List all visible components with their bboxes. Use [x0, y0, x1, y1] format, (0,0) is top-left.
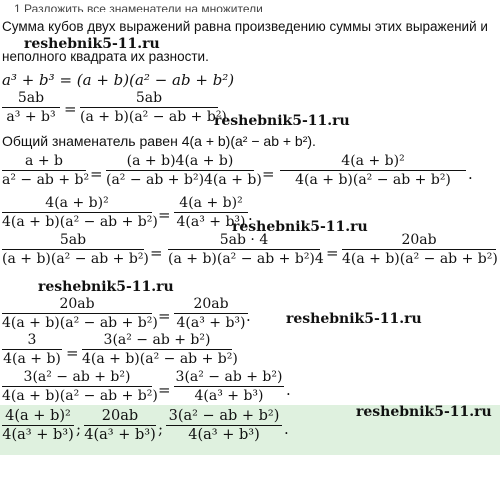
- f3-denominator-left: 4(a + b)(a² − ab + b²): [2, 214, 158, 230]
- watermark: reshebnik5-11.ru: [286, 311, 422, 327]
- f1-numerator-left: 5ab: [17, 90, 45, 106]
- f1-frac-right: [80, 90, 227, 125]
- f1-denominator-left: a³ + b³: [6, 109, 56, 125]
- f4-numerator-1: 5ab: [59, 232, 87, 248]
- f5-period: .: [246, 307, 251, 325]
- f7-equals: =: [158, 381, 171, 399]
- f2-equals-1: =: [90, 165, 103, 183]
- f8-separator-1: ;: [76, 420, 82, 438]
- f7-denominator-left: 4(a + b)(a² − ab + b²): [2, 388, 158, 404]
- f2-denominator-1: a² − ab + b²: [2, 172, 90, 188]
- f4-equals-1: =: [150, 244, 163, 262]
- intro-text-line2: неполного квадрата их разности.: [2, 49, 209, 64]
- f5-frac-right: [174, 296, 248, 331]
- f1-equals: =: [64, 100, 77, 118]
- f4-frac-1: [2, 232, 149, 267]
- f3-equals: =: [158, 206, 171, 224]
- f1-frac-left: [2, 90, 60, 125]
- f7-denominator-right: 4(a³ + b³): [194, 388, 264, 404]
- f4-frac-3: [342, 232, 496, 267]
- f4-denominator-2: (a + b)(a² − ab + b²)4: [168, 251, 324, 267]
- f6-frac-left: [2, 332, 62, 367]
- f4-denominator-1: (a + b)(a² − ab + b²): [2, 251, 149, 267]
- f4-numerator-3: 20ab: [401, 232, 437, 248]
- f5-denominator-left: 4(a + b)(a² − ab + b²): [2, 315, 158, 331]
- f5-numerator-right: 20ab: [193, 296, 229, 312]
- f2-frac-1: [2, 153, 90, 188]
- step-header: 1 Разложить все знаменатели на множители: [14, 2, 263, 12]
- f6-equals: =: [66, 344, 79, 362]
- common-denominator-text: Общий знаменатель равен 4(a + b)(a² − ab + b²).: [2, 133, 316, 149]
- f2-frac-3: [280, 153, 466, 188]
- watermark: reshebnik5-11.ru: [38, 279, 174, 295]
- f8-denominator-2: 4(a³ + b³): [84, 427, 156, 443]
- watermark: reshebnik5-11.ru: [214, 113, 350, 129]
- f2-frac-2: [106, 153, 262, 188]
- f2-period: .: [468, 165, 473, 183]
- f5-denominator-right: 4(a³ + b³): [176, 315, 246, 331]
- f4-frac-2: [168, 232, 324, 267]
- f8-numerator-2: 20ab: [101, 408, 139, 424]
- f7-frac-right: [174, 369, 284, 404]
- f6-denominator-left: 4(a + b): [3, 351, 61, 367]
- f3-denominator-right: 4(a³ + b³): [176, 214, 246, 230]
- cube-sum-formula: a³ + b³ = (a + b)(a² − ab + b²): [2, 71, 235, 89]
- f7-numerator-right: 3(a² − ab + b²): [175, 369, 283, 385]
- f8-numerator-3: 3(a² − ab + b²): [168, 408, 280, 424]
- f2-denominator-3: 4(a + b)(a² − ab + b²): [295, 172, 451, 188]
- f7-frac-left: [2, 369, 158, 404]
- f2-numerator-3: 4(a + b)²: [341, 153, 405, 169]
- watermark: reshebnik5-11.ru: [232, 219, 368, 235]
- f6-frac-right: [82, 332, 238, 367]
- intro-text-line1: Сумма кубов двух выражений равна произведению суммы этих выражений и: [2, 19, 488, 34]
- f6-numerator-right: 3(a² − ab + b²): [103, 332, 211, 348]
- f6-denominator-right: 4(a + b)(a² − ab + b²): [82, 351, 238, 367]
- f5-frac-left: [2, 296, 158, 331]
- f3-numerator-right: 4(a + b)²: [179, 195, 243, 211]
- f8-frac-2: [84, 408, 156, 443]
- watermark: reshebnik5-11.ru: [24, 36, 160, 52]
- f2-numerator-2: (a + b)4(a + b): [126, 153, 234, 169]
- f6-numerator-left: 3: [27, 332, 37, 348]
- watermark: reshebnik5-11.ru: [356, 404, 492, 420]
- f8-frac-1: [2, 408, 74, 443]
- f5-equals: =: [158, 307, 171, 325]
- f7-numerator-left: 3(a² − ab + b²): [23, 369, 131, 385]
- f2-numerator-1: a + b: [25, 153, 63, 169]
- f5-numerator-left: 20ab: [59, 296, 95, 312]
- f3-numerator-left: 4(a + b)²: [45, 195, 109, 211]
- f8-separator-2: ;: [158, 420, 164, 438]
- f1-numerator-right: 5ab: [135, 90, 163, 106]
- f4-denominator-3: 4(a + b)(a² − ab + b²): [342, 251, 498, 267]
- f2-equals-2: =: [262, 165, 275, 183]
- f3-frac-left: [2, 195, 158, 230]
- f8-denominator-3: 4(a³ + b³): [188, 427, 260, 443]
- f2-denominator-2: (a² − ab + b²)4(a + b): [106, 172, 262, 188]
- f4-numerator-2: 5ab · 4: [219, 232, 269, 248]
- f4-equals-2: =: [326, 244, 339, 262]
- f7-period: .: [286, 381, 291, 399]
- f8-denominator-1: 4(a³ + b³): [2, 427, 74, 443]
- f8-period: .: [284, 420, 289, 438]
- f3-period: .: [248, 206, 253, 224]
- f1-denominator-right: (a + b)(a² − ab + b²): [80, 109, 227, 125]
- f8-frac-3: [166, 408, 282, 443]
- f8-numerator-1: 4(a + b)²: [5, 408, 71, 424]
